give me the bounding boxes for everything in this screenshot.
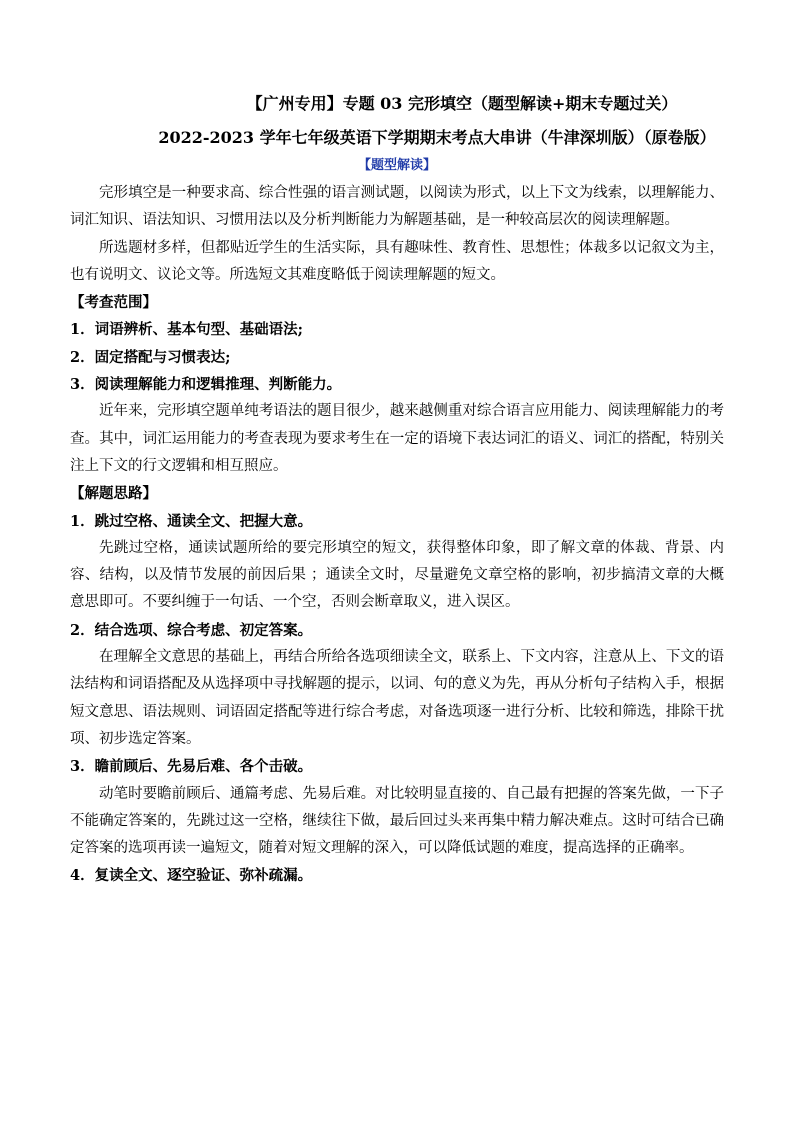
intro-paragraph-2: 所选题材多样，但都贴近学生的生活实际，具有趣味性、教育性、思想性；体裁多以记叙文为主，也有说明文、议论文等。所选短文其难度略低于阅读理解题的短文。 [70, 239, 724, 283]
document-title: 【广州专用】专题 03 完形填空（题型解读+期末专题过关） [246, 94, 678, 113]
approach-step-3-title: 3．瞻前顾后、先易后难、各个击破。 [70, 758, 313, 776]
approach-step-1-title: 1．跳过空格、通读全文、把握大意。 [70, 512, 313, 530]
scope-paragraph: 近年来，完形填空题单纯考语法的题目很少，越来越侧重对综合语言应用能力、阅读理解能力的考查。其中，词汇运用能力的考查表现为要求考生在一定的语境下表达词汇的语义、词汇的搭配，特别关注上下文的行文逻辑和相互照应。 [70, 403, 724, 474]
scope-heading: 【考查范围】 [70, 294, 157, 312]
approach-step-1-text: 先跳过空格，通读试题所给的要完形填空的短文，获得整体印象，即了解文章的体裁、背景、内容、结构，以及情节发展的前因后果 ；通读全文时，尽量避免文章空格的影响，初步搞清文章的大概意思即可。不要纠缠于一句话、一个空，否则会断章取义，进入误区。 [70, 539, 724, 611]
scope-item-1: 1．词语辨析、基本句型、基础语法; [70, 321, 303, 339]
scope-item-2: 2．固定搭配与习惯表达; [70, 348, 231, 366]
approach-heading: 【解题思路】 [70, 485, 157, 503]
section-label-question-type: 【题型解读】 [357, 158, 436, 173]
document-subtitle: 2022-2023 学年七年级英语下学期期末考点大串讲（牛津深圳版）（原卷版） [158, 128, 716, 147]
scope-item-3: 3．阅读理解能力和逻辑推理、判断能力。 [70, 376, 342, 394]
approach-step-2-text: 在理解全文意思的基础上，再结合所给各选项细读全文，联系上、下文内容，注意从上、下文的语法结构和词语搭配及从选择项中寻找解题的提示，以词、句的意义为先，再从分析句子结构入手，根据短文意思、语法规则、词语固定搭配等进行综合考虑，对备选项逐一进行分析、比较和筛选，排除干扰项、初步选定答案。 [70, 649, 724, 747]
approach-step-2-title: 2．结合选项、综合考虑、初定答案。 [70, 621, 313, 639]
approach-step-3-text: 动笔时要瞻前顾后、通篇考虑、先易后难。对比较明显直接的、自己最有把握的答案先做，一下子不能确定答案的，先跳过这一空格，继续往下做，最后回过头来再集中精力解决难点。这时可结合已确定答案的选项再读一遍短文，随着对短文理解的深入，可以降低试题的难度，提高选择的正确率。 [70, 785, 724, 857]
intro-paragraph-1: 完形填空是一种要求高、综合性强的语言测试题，以阅读为形式，以上下文为线索，以理解能力、词汇知识、语法知识、习惯用法以及分析判断能力为解题基础，是一种较高层次的阅读理解题。 [70, 185, 724, 229]
approach-step-4-title: 4．复读全文、逐空验证、弥补疏漏。 [70, 867, 313, 885]
